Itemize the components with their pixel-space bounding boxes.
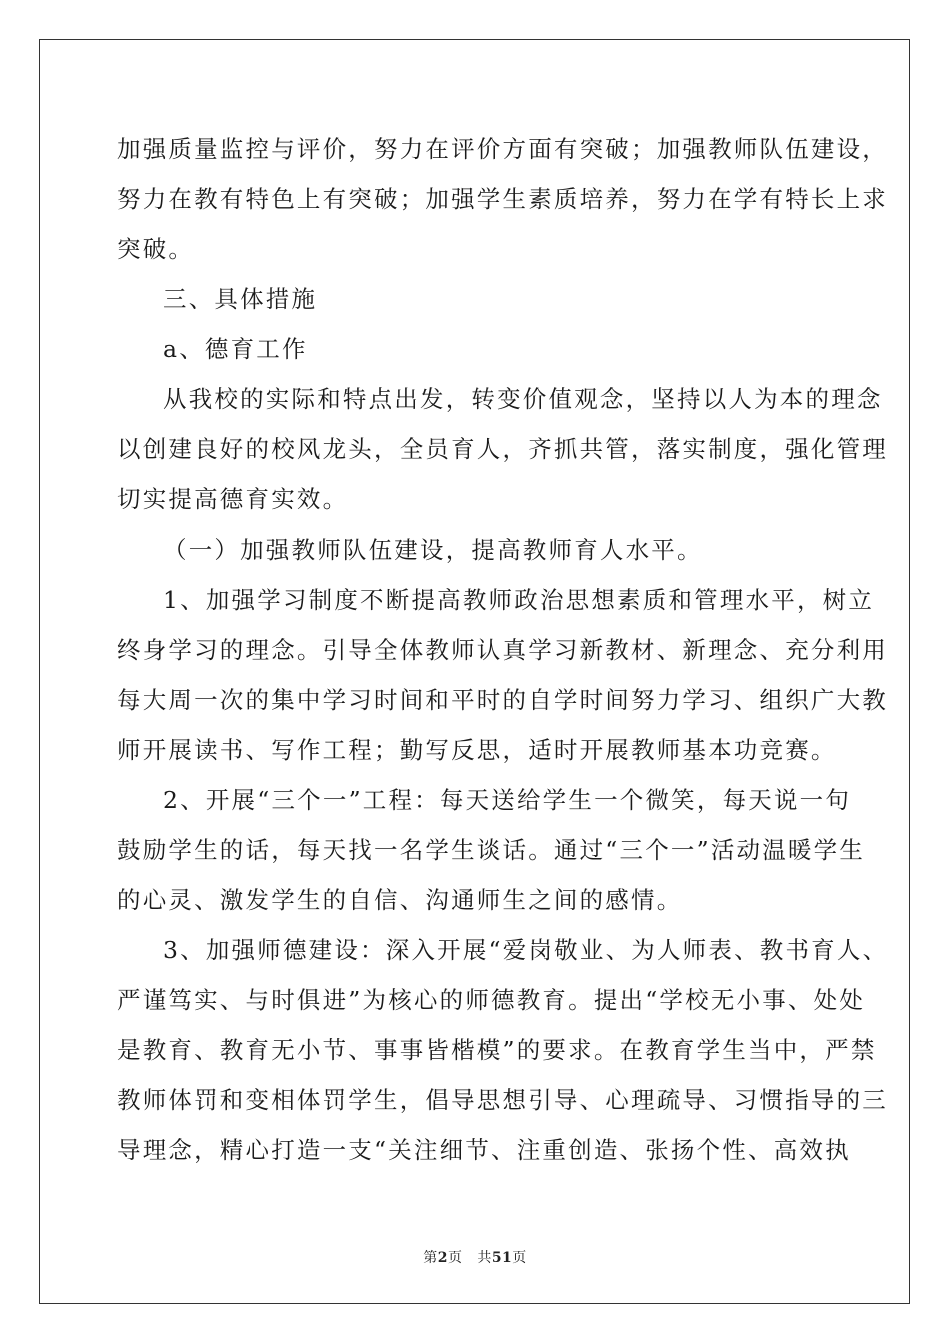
text-line-10: 1、加强学习制度不断提高教师政治思想素质和管理水平，树立 — [163, 586, 875, 614]
text-line-13: 师开展读书、写作工程；勤写反思，适时开展教师基本功竞赛。 — [117, 736, 837, 764]
text-line-2: 努力在教有特色上有突破；加强学生素质培养，努力在学有特长上求 — [117, 185, 888, 213]
text-line-14: 2、开展“三个一”工程：每天送给学生一个微笑，每天说一句 — [163, 786, 852, 814]
text-line-12: 每大周一次的集中学习时间和平时的自学时间努力学习、组织广大教 — [117, 686, 888, 714]
text-line-7: 以创建良好的校风龙头，全员育人，齐抓共管，落实制度，强化管理 — [117, 435, 888, 463]
text-line-3: 突破。 — [117, 235, 195, 263]
text-line-8: 切实提高德育实效。 — [117, 485, 349, 513]
text-line-1: 加强质量监控与评价，努力在评价方面有突破；加强教师队伍建设， — [117, 135, 888, 163]
footer-page-suffix: 页 — [447, 1250, 463, 1266]
footer-prefix: 第 — [423, 1250, 438, 1266]
text-line-6: 从我校的实际和特点出发，转变价值观念，坚持以人为本的理念 — [163, 385, 883, 413]
subsection-heading: a、德育工作 — [163, 335, 308, 363]
page-number: 2 — [437, 1250, 448, 1266]
section-heading: 三、具体措施 — [163, 285, 318, 313]
text-line-18: 严谨笃实、与时俱进”为核心的师德教育。提出“学校无小事、处处 — [117, 986, 866, 1014]
text-line-16: 的心灵、激发学生的自信、沟通师生之间的感情。 — [117, 886, 683, 914]
item-heading-1: （一）加强教师队伍建设，提高教师育人水平。 — [163, 536, 703, 564]
text-line-17: 3、加强师德建设：深入开展“爱岗敬业、为人师表、教书育人、 — [163, 936, 889, 964]
footer-total-prefix: 共 — [477, 1250, 492, 1266]
text-line-20: 教师体罚和变相体罚学生，倡导思想引导、心理疏导、习惯指导的三 — [117, 1086, 888, 1114]
text-line-19: 是教育、教育无小节、事事皆楷模”的要求。在教育学生当中，严禁 — [117, 1036, 877, 1064]
footer-total-suffix: 页 — [512, 1250, 527, 1266]
page-footer — [0, 1247, 950, 1267]
total-pages: 51 — [491, 1250, 513, 1266]
text-line-11: 终身学习的理念。引导全体教师认真学习新教材、新理念、充分利用 — [117, 636, 888, 664]
text-line-21: 导理念，精心打造一支“关注细节、注重创造、张扬个性、高效执 — [117, 1136, 851, 1164]
text-line-15: 鼓励学生的话，每天找一名学生谈话。通过“三个一”活动温暖学生 — [117, 836, 866, 864]
